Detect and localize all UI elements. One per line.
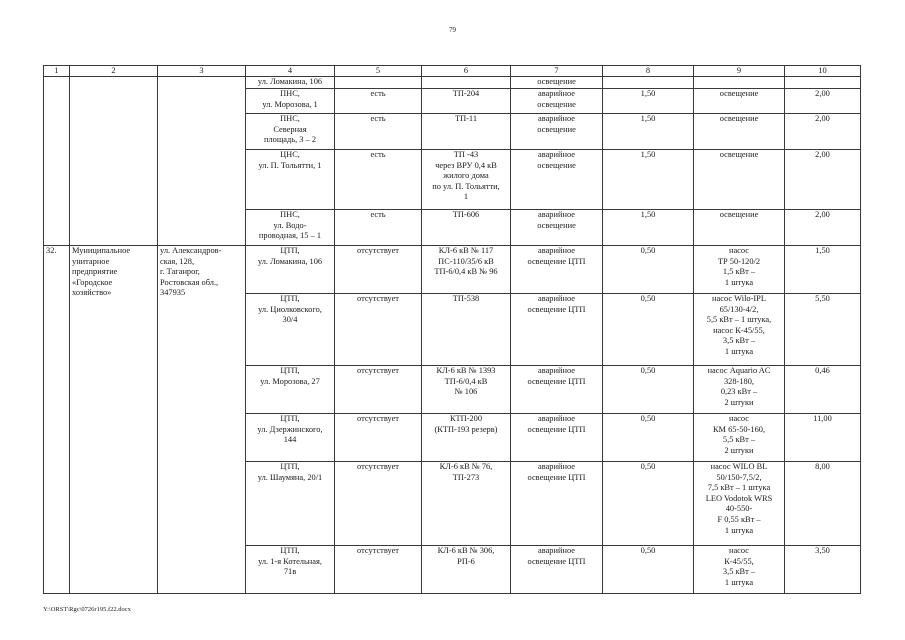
cell-power-source: ТП-204	[422, 89, 511, 114]
cell-power-source: КЛ-6 кВ № 306, РП-6	[422, 546, 511, 594]
cell-consumer: аварийное освещение	[511, 89, 603, 114]
column-header: 6	[422, 66, 511, 77]
cell-power: 1,50	[603, 114, 694, 150]
data-table	[43, 65, 861, 594]
cell-power: 0,50	[603, 462, 694, 546]
cell-reserve	[335, 77, 422, 89]
footer-file-path: Y:\ORST\Rgc\0726r195.f22.docx	[43, 606, 131, 613]
cell-power: 0,50	[603, 246, 694, 294]
cell-object: ЦТП, ул. Дзержинского, 144	[246, 414, 335, 462]
cell-organization: Муниципальное унитарное предприятие «Городское хозяйство»	[70, 246, 158, 594]
cell-total: 11,00	[785, 414, 861, 462]
cell-equipment: освещение	[694, 114, 785, 150]
cell-total: 0,46	[785, 366, 861, 414]
cell-power-source: КЛ-6 кВ № 1393 ТП-6/0,4 кВ № 106	[422, 366, 511, 414]
cell-power	[603, 77, 694, 89]
cell-power-source: ТП-606	[422, 210, 511, 246]
cell-total: 5,50	[785, 294, 861, 366]
cell-reserve: есть	[335, 150, 422, 210]
column-header: 8	[603, 66, 694, 77]
column-header: 4	[246, 66, 335, 77]
cell-power: 0,50	[603, 366, 694, 414]
cell-equipment: насос WILO BL 50/150-7,5/2, 7,5 кВт – 1 штука LEO Vodotok WRS 40-550- F 0,55 кВт – 1 штука	[694, 462, 785, 546]
cell-object: ПНС, Северная площадь, 3 – 2	[246, 114, 335, 150]
cell-equipment: насос КМ 65-50-160, 5,5 кВт – 2 штуки	[694, 414, 785, 462]
page-number: 79	[449, 26, 456, 34]
cell-reserve: отсутствует	[335, 246, 422, 294]
cell-total: 1,50	[785, 246, 861, 294]
cell-consumer: аварийное освещение ЦТП	[511, 546, 603, 594]
cell-power-source	[422, 77, 511, 89]
cell-object: ЦТП, ул. Морозова, 27	[246, 366, 335, 414]
column-header: 2	[70, 66, 158, 77]
cell-object: ПНС, ул. Морозова, 1	[246, 89, 335, 114]
column-header: 9	[694, 66, 785, 77]
cell-object: ул. Ломакина, 106	[246, 77, 335, 89]
cell-power: 1,50	[603, 150, 694, 210]
cell-total: 2,00	[785, 210, 861, 246]
cell-consumer: освещение	[511, 77, 603, 89]
cell-power-source: КЛ-6 кВ № 117 ПС-110/35/6 кВ ТП-6/0,4 кВ № 96	[422, 246, 511, 294]
cell-total: 2,00	[785, 150, 861, 210]
cell-consumer: аварийное освещение ЦТП	[511, 294, 603, 366]
cell-equipment: насос Wilo-IPL 65/130-4/2, 5,5 кВт – 1 штука, насос К-45/55, 3,5 кВт – 1 штука	[694, 294, 785, 366]
cell-reserve: отсутствует	[335, 294, 422, 366]
cell-consumer: аварийное освещение	[511, 114, 603, 150]
column-header: 10	[785, 66, 861, 77]
header-row	[44, 66, 861, 77]
cell-number-empty	[44, 77, 70, 246]
cell-equipment: насос К-45/55, 3,5 кВт – 1 штука	[694, 546, 785, 594]
cell-total: 3,50	[785, 546, 861, 594]
cell-object: ЦНС, ул. П. Тольятти, 1	[246, 150, 335, 210]
cell-total: 8,00	[785, 462, 861, 546]
cell-power: 1,50	[603, 210, 694, 246]
cell-consumer: аварийное освещение ЦТП	[511, 414, 603, 462]
cell-object: ЦТП, ул. Шаумяна, 20/1	[246, 462, 335, 546]
cell-power: 1,50	[603, 89, 694, 114]
cell-number: 32.	[44, 246, 70, 594]
cell-equipment: освещение	[694, 210, 785, 246]
cell-reserve: отсутствует	[335, 546, 422, 594]
cell-power-source: КТП-200 (КТП-193 резерв)	[422, 414, 511, 462]
cell-total	[785, 77, 861, 89]
cell-total: 2,00	[785, 114, 861, 150]
cell-organization-empty	[70, 77, 158, 246]
cell-reserve: есть	[335, 89, 422, 114]
column-header: 7	[511, 66, 603, 77]
cell-object: ЦТП, ул. Циолковского, 30/4	[246, 294, 335, 366]
column-header: 3	[158, 66, 246, 77]
cell-equipment: насос Aquario AC 328-180, 0,23 кВт – 2 штуки	[694, 366, 785, 414]
cell-reserve: отсутствует	[335, 414, 422, 462]
cell-power: 0,50	[603, 546, 694, 594]
column-header: 5	[335, 66, 422, 77]
cell-power-source: КЛ-6 кВ № 76, ТП-273	[422, 462, 511, 546]
cell-power-source: ТП-538	[422, 294, 511, 366]
cell-equipment: насос ТР 50-120/2 1,5 кВт – 1 штука	[694, 246, 785, 294]
cell-power-source: ТП -43 через ВРУ 0,4 кВ жилого дома по ул. П. Тольятти, 1	[422, 150, 511, 210]
cell-power: 0,50	[603, 414, 694, 462]
cell-reserve: есть	[335, 210, 422, 246]
cell-object: ЦТП, ул. 1-я Котельная, 71в	[246, 546, 335, 594]
cell-object: ПНС, ул. Водо- проводная, 15 – 1	[246, 210, 335, 246]
column-header: 1	[44, 66, 70, 77]
cell-object: ЦТП, ул. Ломакина, 106	[246, 246, 335, 294]
table-row	[44, 246, 861, 294]
cell-equipment: освещение	[694, 150, 785, 210]
cell-consumer: аварийное освещение	[511, 150, 603, 210]
cell-consumer: аварийное освещение	[511, 210, 603, 246]
cell-address: ул. Александров- ская, 128, г. Таганрог, Ростовская обл., 347935	[158, 246, 246, 594]
cell-address-empty	[158, 77, 246, 246]
cell-consumer: аварийное освещение ЦТП	[511, 366, 603, 414]
table-row	[44, 77, 861, 89]
cell-consumer: аварийное освещение ЦТП	[511, 462, 603, 546]
cell-consumer: аварийное освещение ЦТП	[511, 246, 603, 294]
cell-power-source: ТП-11	[422, 114, 511, 150]
cell-total: 2,00	[785, 89, 861, 114]
cell-power: 0,50	[603, 294, 694, 366]
cell-reserve: отсутствует	[335, 366, 422, 414]
cell-equipment	[694, 77, 785, 89]
cell-reserve: отсутствует	[335, 462, 422, 546]
cell-equipment: освещение	[694, 89, 785, 114]
cell-reserve: есть	[335, 114, 422, 150]
